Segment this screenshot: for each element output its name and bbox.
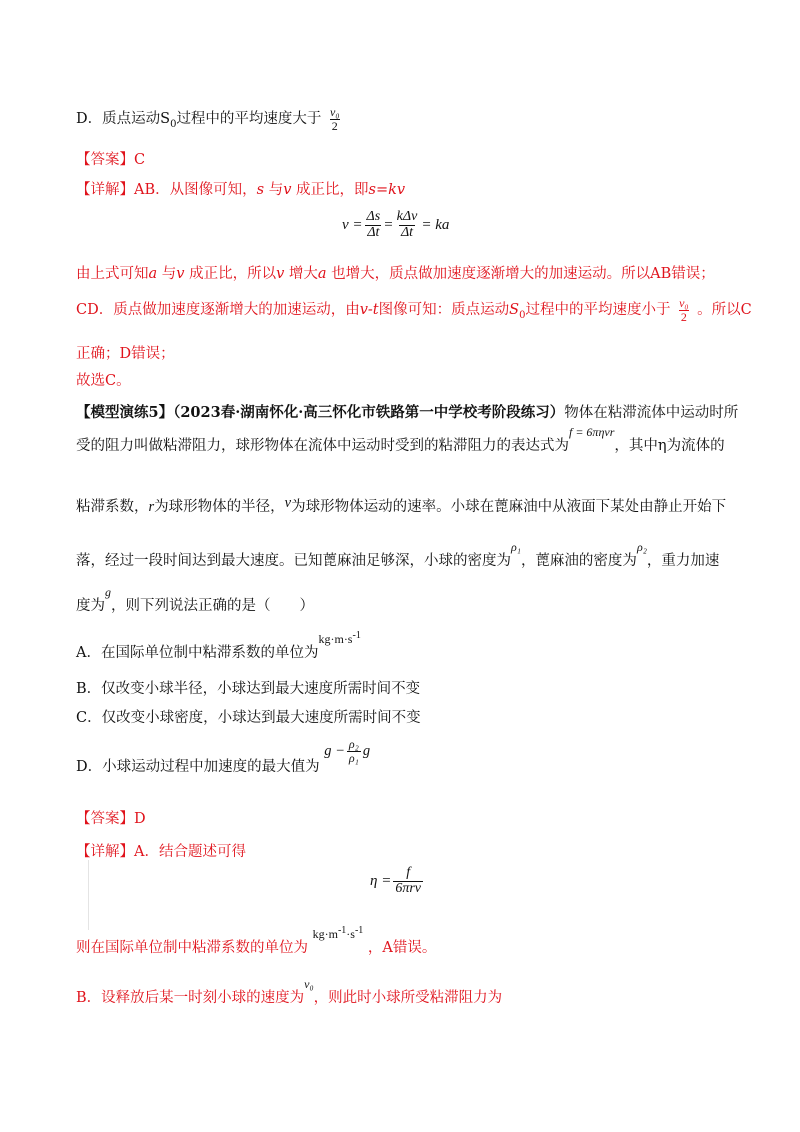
problem-5-line-3: 粘滞系数，r为球形物体的半径，v为球形物体运动的速率。小球在蓖麻油中从液面下某处由静止开始下 xyxy=(76,495,727,515)
answer-2: 【答案】D xyxy=(76,811,146,827)
option-b: B．仅改变小球半径，小球达到最大速度所需时间不变 xyxy=(76,681,421,697)
option-d: D．小球运动过程中加速度的最大值为 g − $\frac{\text{ρ₂}}{\text{ρ₁}}$ g xyxy=(76,737,371,776)
detail-1-equation: v = $\frac{\Delta s}{\Delta t}$ = $\frac{\text{kΔv}}{\Delta t}$ = ka xyxy=(342,209,450,240)
detail-2-line-3: B．设释放后某一时刻小球的速度为$^{v_0}$，则此时小球所受粘滞阻力为 xyxy=(76,977,503,1006)
problem-5-title: 【模型演练5】（2023春·湖南怀化·高三怀化市铁路第一中学校考阶段练习）物体在粘滞流体中运动时所 xyxy=(76,404,739,421)
prev-option-d: D．质点运动$S_0$过程中的平均速度大于 $\frac{\text{v₀}}{2}$ xyxy=(76,105,340,133)
detail-2-line-1: 【详解】A．结合题述可得 xyxy=(76,844,246,860)
detail-1-line-1: 【详解】AB．从图像可知，s 与v 成正比，即s=kv xyxy=(76,182,406,198)
problem-5-line-4: 落，经过一段时间达到最大速度。已知蓖麻油足够深，小球的密度为$^{\rho_1}$，蓖麻油的密度为$^{\rho_2}$，重力加速 xyxy=(76,540,720,569)
answer-1: 【答案】C xyxy=(76,152,146,168)
problem-5-line-2: 受的阻力叫做粘滞阻力，球形物体在流体中运动时受到的粘滞阻力的表达式为$^{f = 6\pi\eta vr}$，其中η为流体的 xyxy=(76,425,725,454)
option-c: C．仅改变小球密度，小球达到最大速度所需时间不变 xyxy=(76,710,421,726)
detail-2-equation: η = $\frac{f}{\text{6πrv}}$ xyxy=(370,865,422,896)
problem-5-line-5: 度为$^g$，则下列说法正确的是（ ） xyxy=(76,585,314,614)
detail-2-line-2: 则在国际单位制中粘滞系数的单位为 $^{kg\cdot m^{-1}\cdot s^{-1}}$ ，A错误。 xyxy=(76,925,437,956)
detail-1-line-6: 故选C。 xyxy=(76,373,131,389)
v0-over-2-fraction: $\frac{\text{v₀}}{2}$ xyxy=(330,105,340,133)
detail-1-line-4: CD．质点做加速度逐渐增大的加速运动，由v-t图像可知：质点运动$S_0$过程中的平均速度小于 $\frac{\text{v₀}}{2}$ 。所以C xyxy=(76,296,752,324)
option-a: A．在国际单位制中粘滞系数的单位为$^{kg\cdot m\cdot s^{-1}}$ xyxy=(76,630,361,661)
margin-rule xyxy=(88,860,89,930)
detail-1-line-3: 由上式可知a 与v 成正比，所以v 增大a 也增大，质点做加速度逐渐增大的加速运动。所以AB错误； xyxy=(76,266,715,282)
detail-1-line-5: 正确；D错误； xyxy=(76,346,175,362)
